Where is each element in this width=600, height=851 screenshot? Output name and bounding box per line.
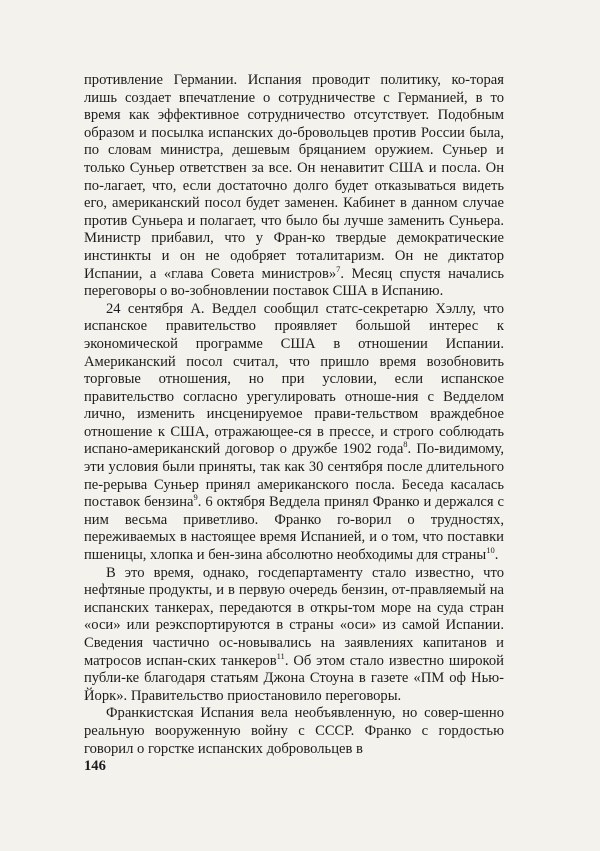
paragraph-3: [84, 565, 504, 706]
paragraph-1: [84, 72, 504, 301]
page-body: [84, 72, 504, 758]
text-span: . 6 октября Веддела принял Франко и держался с ним весьма приветливо. Франко го-ворил о трудностях, переживаемых в настоящее время Испанией, и о том, что поставки пшеницы, хлопка и бен-зина абсолютно необходимы для страны: [84, 494, 504, 564]
footnote-ref-10: 10: [486, 545, 495, 556]
paragraph-4: [84, 705, 504, 758]
text-span: 24 сентября А. Веддел сообщил статс-секретарю Хэллу, что испанское правительство проявляет большой интерес к экономической программе США в отношении Испании. Американский посол считал, что пришло время возобновить торговые отношения, но при условии, если испанское правительство согласно урегулировать отноше-ния с Ведделом лично, изменить инсценируемое прави-тельством враждебное отношение к США, отражающее-ся в прессе, и строго соблюдать испано-американский договор о дружбе 1902 года: [84, 300, 504, 458]
paragraph-2: [84, 301, 504, 565]
text-span: В это время, однако, госдепартаменту стало известно, что нефтяные продукты, и в первую очередь бензин, от-правляемый на испанских танкерах, передаются в откры-том море на суда стран «оси» или реэкспортируются в страны «оси» из самой Испании. Сведения частично ос-новывались на заявлениях капитанов и матросов испан-ских танкеров: [84, 564, 504, 669]
footnote-ref-7: 7: [336, 263, 341, 274]
text-span: . Месяц спустя начались переговоры о во-зобновлении поставок США в Испанию.: [84, 265, 504, 300]
text-span: Франкистская Испания вела необъявленную, но совер-шенно реальную вооруженную войну с СССР. Франко с гордостью говорил о горстке испанских добровольцев в: [84, 705, 504, 757]
text-span: . Об этом стало известно широкой публи-ке благодаря статьям Джона Стоуна в газете «ПМ оф Нью-Йорк». Правительство приостановило переговоры.: [84, 652, 504, 704]
footnote-ref-8: 8: [403, 439, 408, 450]
text-span: .: [494, 547, 499, 564]
footnote-ref-11: 11: [276, 650, 285, 661]
text-span: . По-видимому, эти условия были приняты, так как 30 сентября после длительного пе-рерыва Суньер принял американского посла. Беседа касалась поставок бензина: [84, 441, 504, 511]
text-span: противление Германии. Испания проводит политику, ко-торая лишь создает впечатление о сотрудничестве с Германией, в то время как эффективное сотрудничество отсутствует. Подобным образом и посылка испанских до-бровольцев против России была, по словам министра, дешевым бряцанием оружием. Суньер и только Суньер ответствен за все. Он ненавитит США и посла. Он по-лагает, что, если достаточно долго будет отказываться видеть его, американский посол будет заменен. Кабинет в данном случае против Суньера и полагает, что было бы лучше заменить Суньера. Министр прибавил, что у Фран-ко твердые демократические инстинкты и он не одобряет тоталитаризм. Он не диктатор Испании, а «глава Совета министров»: [84, 72, 504, 282]
footnote-ref-9: 9: [193, 492, 198, 503]
page-number: 146: [84, 758, 106, 774]
